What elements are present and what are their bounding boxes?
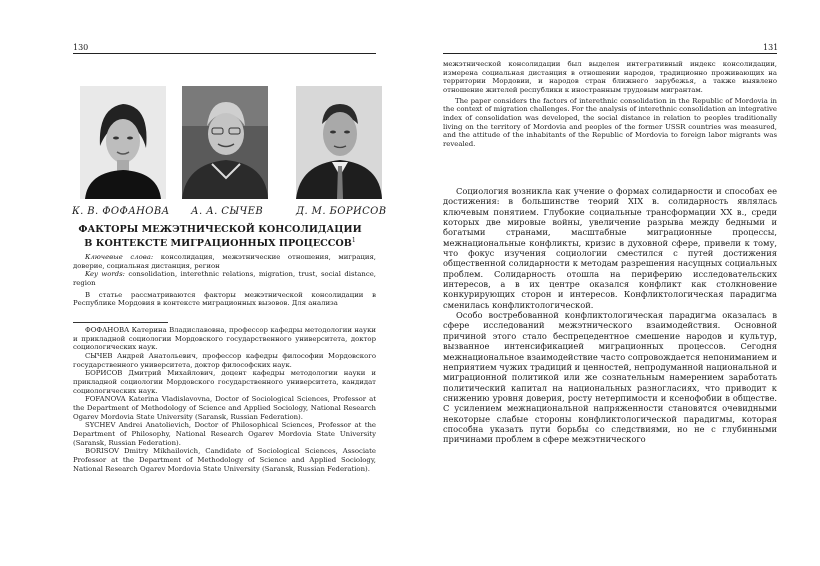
title-line: ФАКТОРЫ МЕЖЭТНИЧЕСКОЙ КОНСОЛИДАЦИИ [78,224,362,235]
footnotes [73,326,376,473]
author-photo-borisov [296,86,382,199]
footnote: ФОФАНОВА Катерина Владиславовна, профессор кафедры методологии науки и прикладной социологии Мордовского государственного университета, доктор социологических наук. [73,326,376,352]
page-number: 131 [763,43,779,52]
article-body [443,186,777,445]
body-paragraph: Особо востребованной конфликтологическая парадигма оказалась в сфере исследований межэтнического взаимодействия. Основной причиной этого стало беспрецедентное смешение народов и культур, вызванное интенсификацией миграционных процессов. Сегодня межнациональное взаимодействие часто сопровождается непониманием и неприятием чужих традиций и ценностей, непродуманной национальной и миграционной политикой или же сознательным намерением заработать политический капитал на национальных разногласиях, что приводит к снижению уровня доверия, росту нетерпимости и ксенофобии в обществе. С усилением межнациональной напряженности становятся очевидными некоторые слабые стороны конфликтологической парадигмы, которая способна указать пути борьбы со следствиями, но не с глубинными причинами проблем в сфере межэтнического [443,310,777,445]
footnote-rule [73,322,168,323]
keywords-and-abstract [73,253,376,308]
author-photo-sychev [182,86,268,199]
author-name: К. В. ФОФАНОВА [72,206,170,217]
title-line: В КОНТЕКСТЕ МИГРАЦИОННЫХ ПРОЦЕССОВ$^1$ [84,237,356,250]
footnote-mark: 1 [351,237,356,244]
article-title [70,224,370,249]
header-rule [443,53,777,54]
author-name: А. А. СЫЧЕВ [191,206,264,217]
portrait-man-sweater-image [182,86,268,199]
footnote: SYCHEV Andrei Anatolievich, Doctor of Philosophical Sciences, Professor at the Department of Philosophy, National Research Ogarev Mordovia State University (Saransk, Russian Federation). [73,421,376,447]
abstract-en: The paper considers the factors of interethnic consolidation in the Republic of Mordovia in the context of migration challenges. For the analysis of interethnic consolidation an integrative index of consolidation was developed, the social distance in relation to peoples traditionally living on the territory of Mordovia and peoples of the former USSR countries was measured, and the attitude of the inhabitants of the Republic of Mordovia to foreign labor migrants was revealed. [443,96,777,148]
page-number: 130 [73,43,89,52]
keywords-ru: Ключевые слова: консолидация, межэтнические отношения, миграция, доверие, социальная дистанция, регион [73,253,376,270]
keywords-en: Key words: consolidation, interethnic relations, migration, trust, social distance, region [73,270,376,287]
footnote: BORISOV Dmitry Mikhailovich, Candidate of Sociological Sciences, Associate Professor at the Department of Methodology of Science and Applied Sociology, National Research Ogarev Mordovia State University (Saransk, Russian Federation). [73,447,376,473]
abstract-continued [443,60,777,149]
footnote: БОРИСОВ Дмитрий Михайлович, доцент кафедры методологии науки и прикладной социологии Мордовского государственного университета, кандидат социологических наук. [73,369,376,395]
header-rule [73,53,376,54]
portrait-woman-image [80,86,166,199]
footnote: FOFANOVA Katerina Vladislavovna, Doctor of Sociological Sciences, Professor at the Department of Methodology of Science and Applied Sociology, National Research Ogarev Mordovia State University (Saransk, Russian Federation). [73,395,376,421]
body-paragraph: Социология возникла как учение о формах солидарности и способах ее достижения: в большинстве теорий XIX в. солидарность являлась ключевым понятием. Глубокие социальные трансформации XX в., среди которых две мировые войны, увеличение разрыва между бедными и богатыми странами, масштабные миграционные процессы, межнациональные конфликты, кризис в духовной сфере, привели к тому, что фокус изучения социологии сместился с путей достижения общественной солидарности к методам разрешения насущных социальных проблем. Солидарность отошла на периферию исследовательских интересов, а в их центре оказался конфликт как столкновение конкурирующих сторон и интересов. Конфликтологическая парадигма сменилась конфликтологической. [443,186,777,310]
author-name: Д. М. БОРИСОВ [296,206,387,217]
author-photo-fofanova [80,86,166,199]
abstract-ru-continued: межэтнической консолидации был выделен интегративный индекс консолидации, измерена социальная дистанция в отношении народов, традиционно проживающих на территории Мордовии, и народов стран ближнего зарубежья, а также выявлено отношение жителей республики к иностранным трудовым мигрантам. [443,60,777,94]
portrait-man-suit-image [296,86,382,199]
footnote: СЫЧЕВ Андрей Анатольевич, профессор кафедры философии Мордовского государственного университета, доктор философских наук. [73,351,376,369]
abstract-ru: В статье рассматриваются факторы межэтнической консолидации в Республике Мордовия в контексте миграционных вызовов. Для анализа [73,290,376,308]
